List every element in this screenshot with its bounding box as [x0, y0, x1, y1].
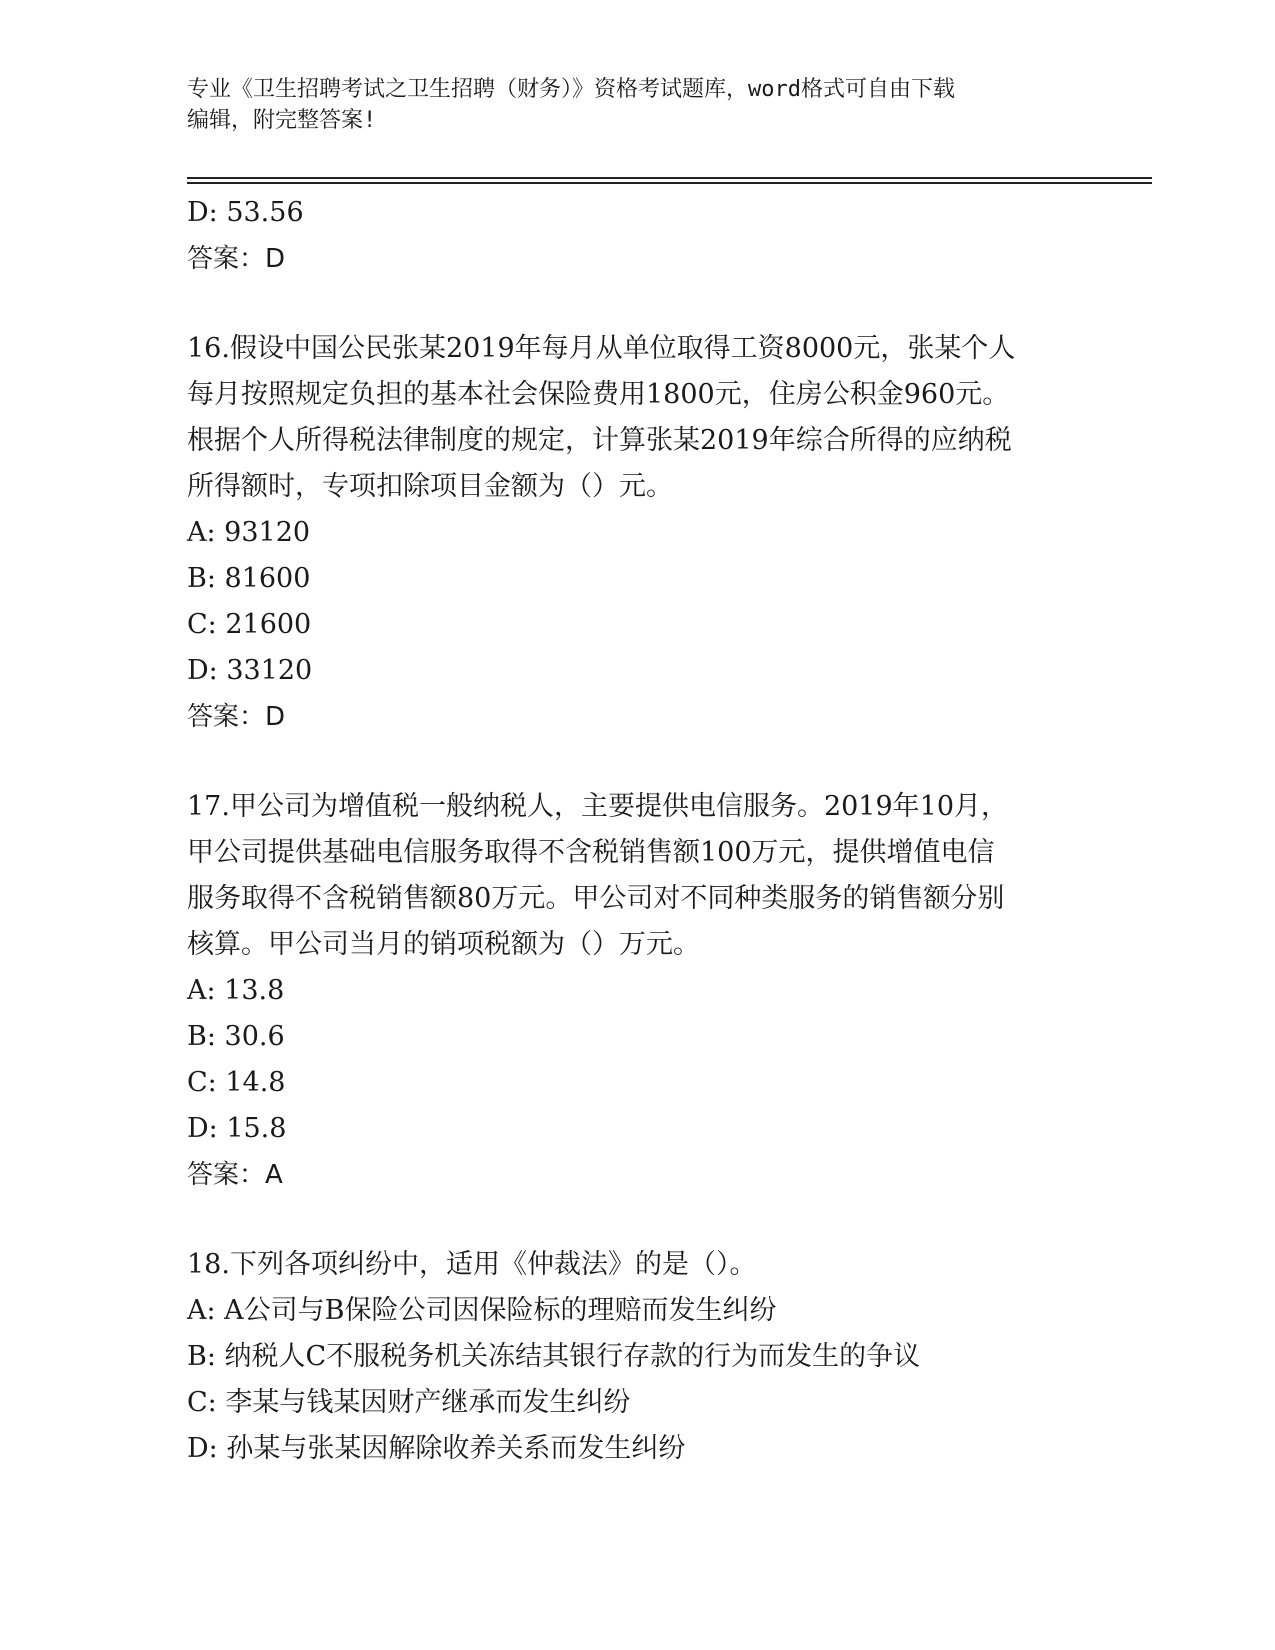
q18-text-line: 18.下列各项纠纷中，适用《仲裁法》的是（）。	[187, 1249, 757, 1280]
page-header	[187, 74, 1087, 136]
q18-option-a: A: A公司与B保险公司因保险标的理赔而发生纠纷	[187, 1295, 777, 1326]
q18-option-b: B: 纳税人C不服税务机关冻结其银行存款的行为而发生的争议	[187, 1341, 921, 1372]
header-line-2: 编辑，附完整答案!	[187, 108, 377, 133]
q17-text-line: 17.甲公司为增值税一般纳税人，主要提供电信服务。2019年10月，	[187, 791, 1009, 822]
q16-option-b: B: 81600	[187, 563, 311, 594]
q17-option-c: C: 14.8	[187, 1067, 286, 1098]
q16-text-line: 每月按照规定负担的基本社会保险费用1800元，住房公积金960元。	[187, 379, 1010, 410]
question-content	[187, 190, 1087, 1472]
q17-text-line: 甲公司提供基础电信服务取得不含税销售额100万元，提供增值电信	[187, 837, 995, 868]
header-line-1: 专业《卫生招聘考试之卫生招聘（财务）》资格考试题库，word格式可自由下载	[187, 77, 955, 102]
spacer	[187, 282, 1087, 326]
q16-option-a: A: 93120	[187, 517, 311, 548]
q17-text-line: 服务取得不含税销售额80万元。甲公司对不同种类服务的销售额分别	[187, 883, 1005, 914]
q16-text-line: 所得额时，专项扣除项目金额为（）元。	[187, 471, 673, 502]
question-16	[187, 326, 1087, 740]
q17-option-b: B: 30.6	[187, 1021, 285, 1052]
spacer	[187, 740, 1087, 784]
q16-text-line: 根据个人所得税法律制度的规定，计算张某2019年综合所得的应纳税	[187, 425, 1012, 456]
q18-option-d: D: 孙某与张某因解除收养关系而发生纠纷	[187, 1433, 686, 1464]
q16-text-line: 16.假设中国公民张某2019年每月从单位取得工资8000元，张某个人	[187, 333, 1016, 364]
question-18	[187, 1242, 1087, 1472]
q16-answer: 答案：D	[187, 702, 286, 732]
prev-option-d: D: 53.56	[187, 197, 304, 228]
q16-option-d: D: 33120	[187, 655, 313, 686]
q17-text-line: 核算。甲公司当月的销项税额为（）万元。	[187, 929, 700, 960]
q17-option-a: A: 13.8	[187, 975, 285, 1006]
q17-option-d: D: 15.8	[187, 1113, 287, 1144]
spacer	[187, 1198, 1087, 1242]
q16-option-c: C: 21600	[187, 609, 312, 640]
prev-answer: 答案：D	[187, 244, 286, 274]
header-rule-bottom	[187, 182, 1152, 184]
header-rule-top	[187, 177, 1152, 179]
q17-answer: 答案：A	[187, 1160, 283, 1190]
q18-option-c: C: 李某与钱某因财产继承而发生纠纷	[187, 1387, 631, 1418]
question-17	[187, 784, 1087, 1198]
